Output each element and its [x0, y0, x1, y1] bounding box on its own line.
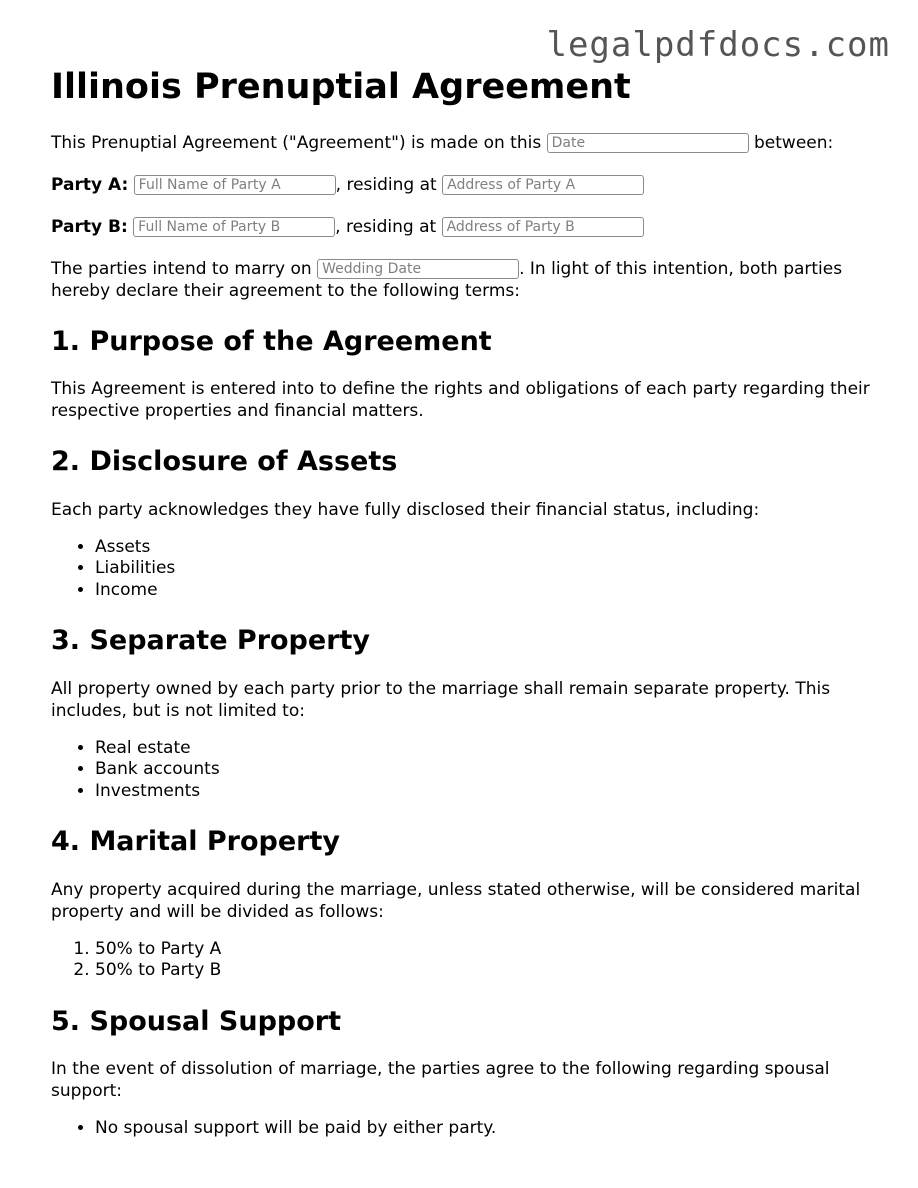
party-a-name-field[interactable] — [134, 175, 336, 195]
list-item: 1. 50% to Party A — [95, 939, 881, 961]
section-text: In the event of dissolution of marriage, the parties agree to the following regarding spousal support: — [51, 1058, 830, 1101]
list-item: • Liabilities — [95, 558, 881, 580]
list-item: • No spousal support will be paid by either party. — [95, 1118, 881, 1140]
list-item: • Income — [95, 580, 881, 602]
section-text: All property owned by each party prior to the marriage shall remain separate property. This includes, but is not limited to: — [51, 678, 831, 721]
party-b-label: Party B: — [51, 217, 128, 237]
section-disclosure — [51, 446, 881, 601]
party-a-row: Party A: Full Name of Party A , residing at Address of Party A — [51, 174, 881, 196]
list-item: • Investments — [95, 781, 881, 803]
section-heading: 1. Purpose of the Agreement — [51, 326, 492, 357]
marriage-intent-paragraph: The parties intend to marry on Wedding Date . In light of this intention, both parties hereby declare their agreement to the following terms: — [51, 258, 881, 302]
party-a-address-field[interactable] — [442, 175, 644, 195]
section-heading: 3. Separate Property — [51, 625, 371, 657]
section-text: Each party acknowledges they have fully disclosed their financial status, including: — [51, 499, 760, 520]
section-heading: 4. Marital Property — [51, 826, 340, 858]
bullet-list — [51, 1118, 881, 1140]
list-item: 2. 50% to Party B — [95, 960, 881, 982]
intro-paragraph: This Prenuptial Agreement ("Agreement") is made on this Date between: — [51, 132, 881, 154]
section-text: Any property acquired during the marriage, unless stated otherwise, will be considered marital property and will be divided as follows: — [51, 879, 861, 922]
list-item: • Assets — [95, 537, 881, 559]
section-heading: 2. Disclosure of Assets — [51, 446, 398, 478]
bullet-list — [51, 537, 881, 602]
list-item: • Real estate — [95, 738, 881, 760]
numbered-list — [51, 939, 881, 982]
bullet-list — [51, 738, 881, 803]
party-b-address-field[interactable] — [442, 217, 644, 237]
agreement-date-field[interactable] — [547, 133, 749, 153]
section-marital-property — [51, 826, 881, 981]
party-b-name-field[interactable] — [133, 217, 335, 237]
party-a-label: Party A: — [51, 175, 129, 195]
list-item: • Bank accounts — [95, 759, 881, 781]
party-b-row: Party B: Full Name of Party B , residing at Address of Party B — [51, 216, 881, 238]
page-title: Illinois Prenuptial Agreement — [51, 67, 631, 107]
wedding-date-field[interactable] — [317, 259, 519, 279]
watermark: legalpdfdocs.com — [546, 25, 890, 65]
section-purpose — [51, 326, 881, 422]
document-body — [51, 66, 881, 1139]
section-spousal-support — [51, 1006, 881, 1140]
section-heading: 5. Spousal Support — [51, 1005, 342, 1037]
section-text: This Agreement is entered into to define the rights and obligations of each party regarding their respective properties and financial matters. — [51, 379, 870, 422]
section-separate-property — [51, 625, 881, 802]
